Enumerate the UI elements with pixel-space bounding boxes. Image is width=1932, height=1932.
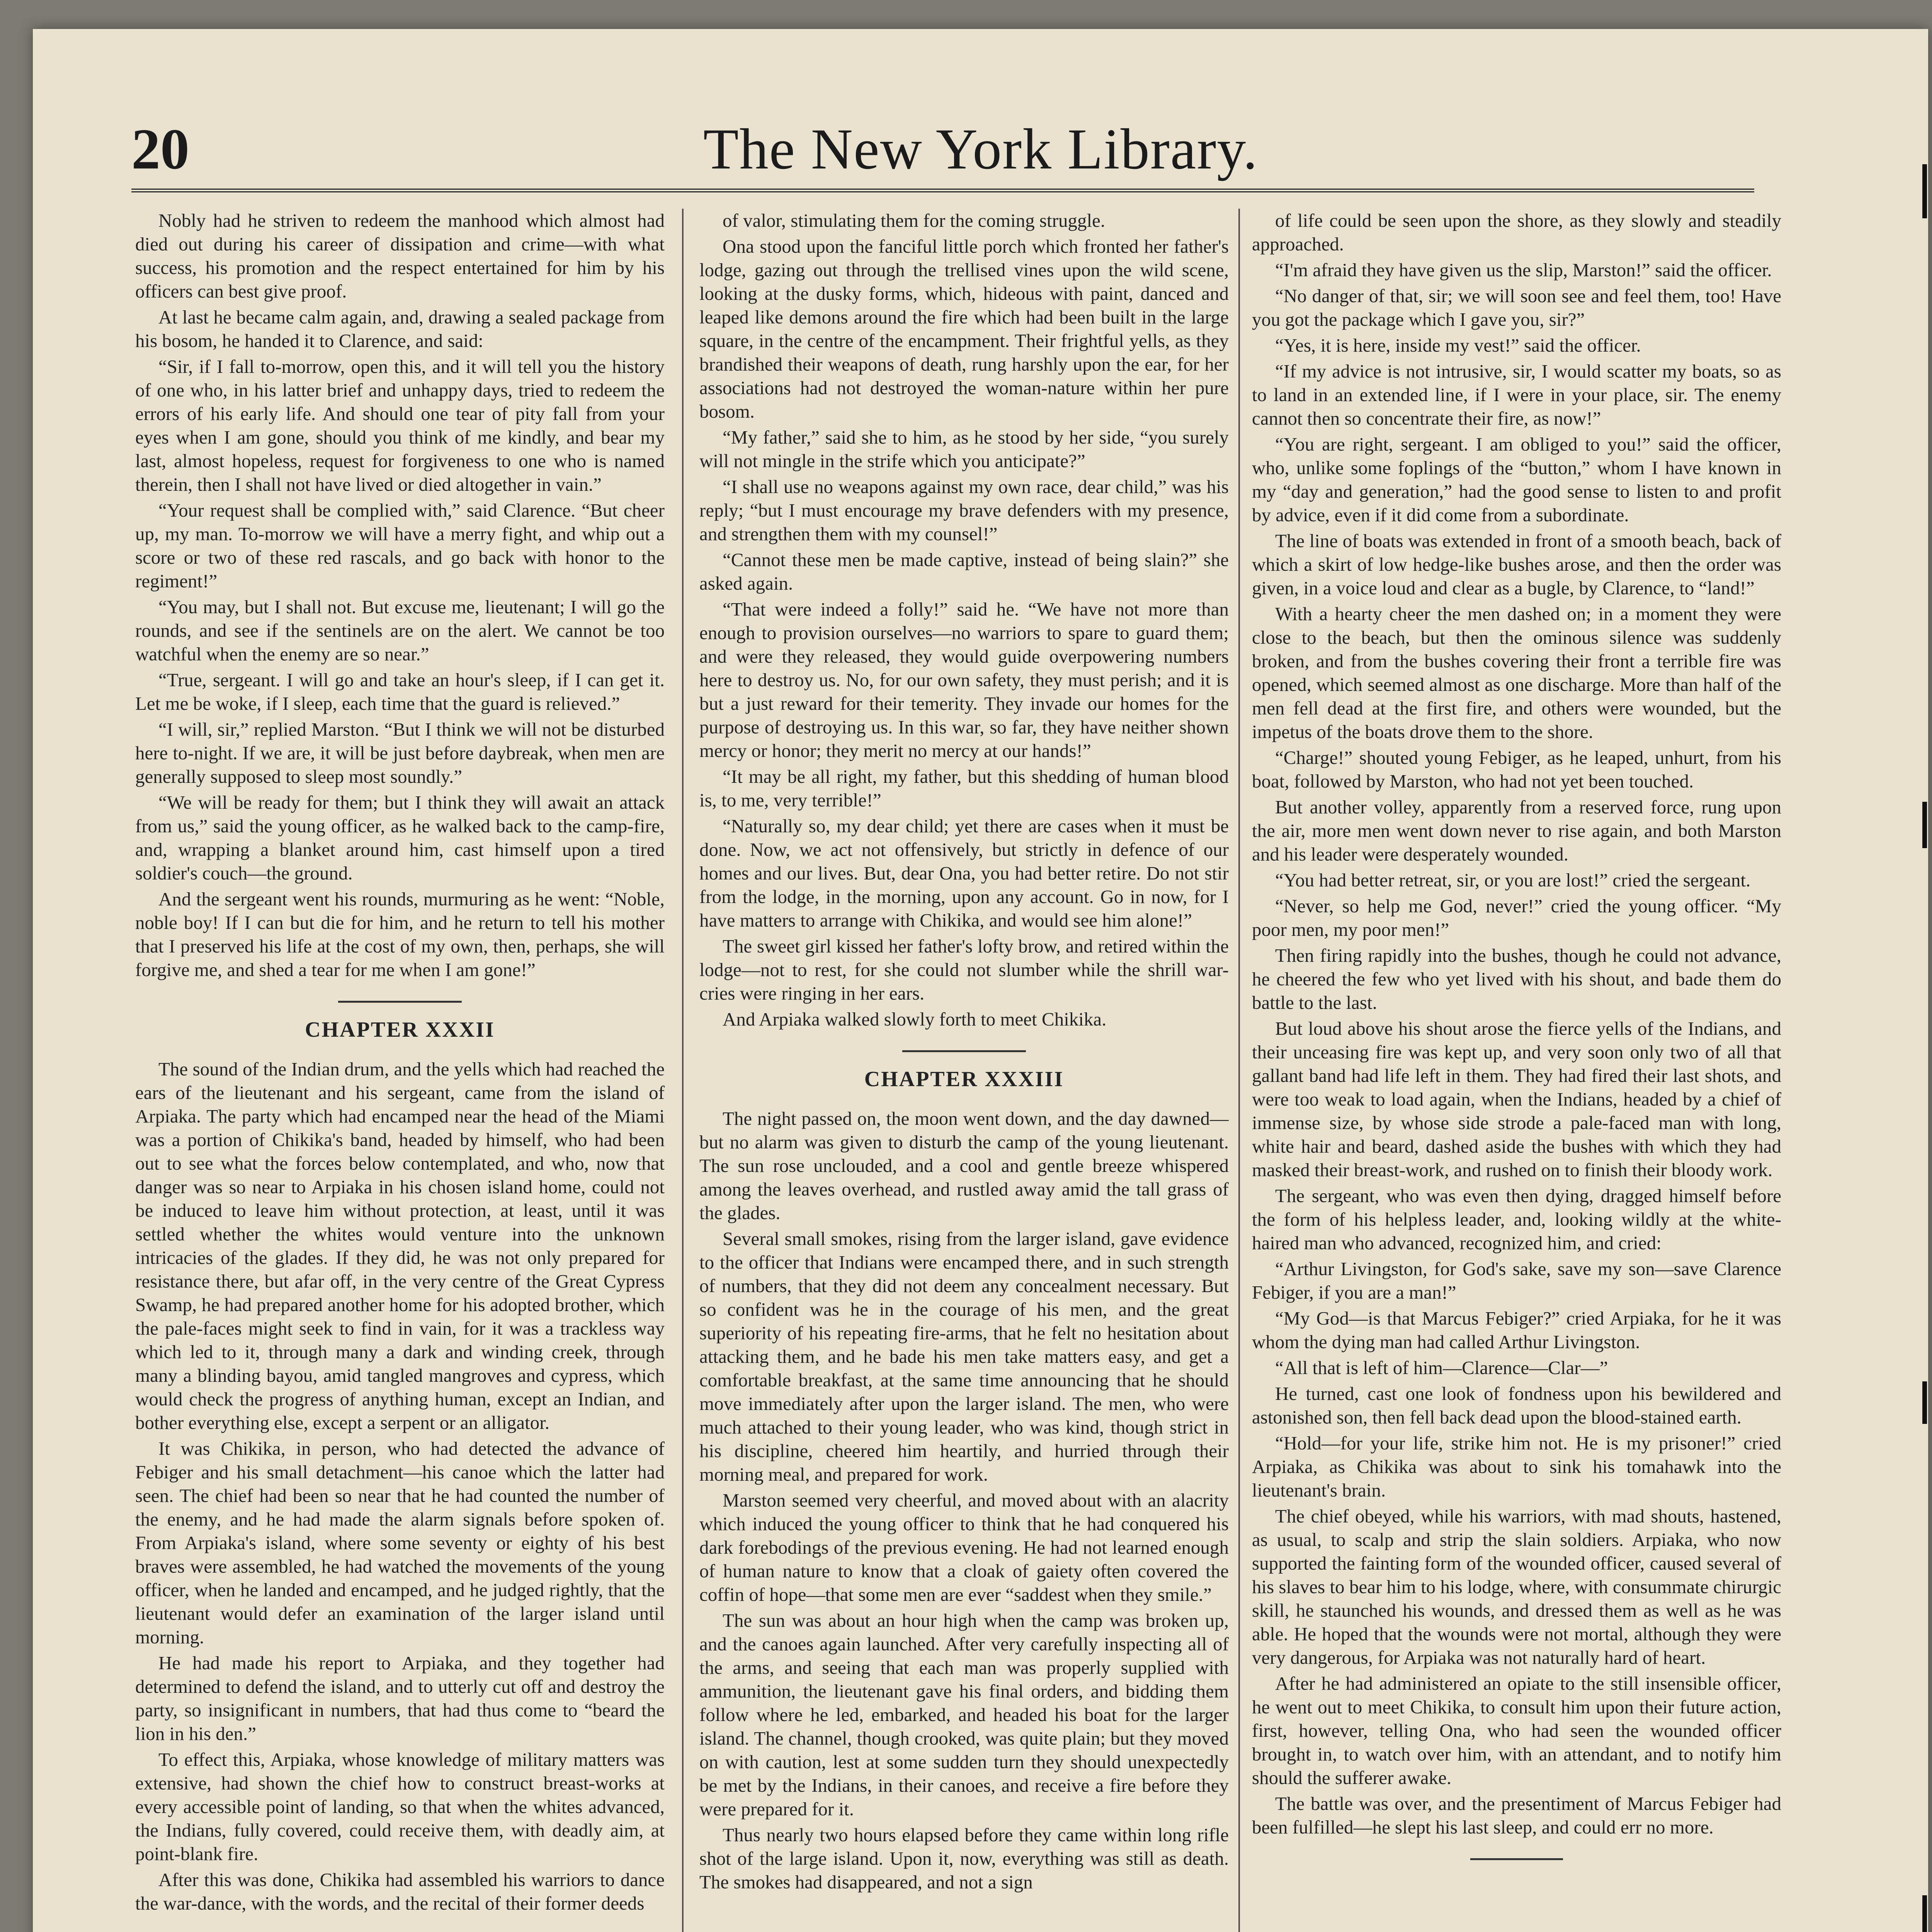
end-divider — [1470, 1858, 1563, 1860]
paragraph: He turned, cast one look of fondness upon his bewildered and astonished son, then fell back dead upon the blood-stained earth. — [1252, 1383, 1781, 1428]
paragraph: “Sir, if I fall to-morrow, open this, and it will tell you the history of one who, in his latter brief and unhappy days, tried to redeem the errors of his early life. And should one tear of pity fall from your eyes when I am gone, should you think of me kindly, and bear my last, almost hopeless, request for forgiveness to one who is named therein, then I shall not have lived or died altogether in vain.” — [135, 356, 665, 495]
paragraph: Nobly had he striven to redeem the manhood which almost had died out during his career of dissipation and crime—with what success, his promotion and the respect entertained for him by his officers can best give proof. — [135, 210, 665, 302]
paragraph: “That were indeed a folly!” said he. “We have not more than enough to provision ourselves—no warriors to spare to guard them; and were they released, they would guide overpowering numbers here to destroy us. No, for our own safety, they must perish; and it is but a just reward for their temerity. They invade our homes for the purpose of destroying us. In this war, so far, they have neither shown mercy or honor; they merit no mercy at our hands!” — [699, 599, 1229, 761]
paragraph: With a hearty cheer the men dashed on; in a moment they were close to the beach, but then the ominous silence was suddenly broken, and from the bushes covering their front a terrible fire was opened, which seemed almost as one discharge. More than half of the men fell dead at the first fire, and others were wounded, but the impetus of the boats drove them to the shore. — [1252, 603, 1781, 742]
paragraph: “You may, but I shall not. But excuse me, lieutenant; I will go the rounds, and see if the sentinels are on the alert. We cannot be too watchful when the enemy are so near.” — [135, 596, 665, 665]
column-3-body — [1252, 209, 1781, 1839]
paragraph: To effect this, Arpiaka, whose knowledge of military matters was extensive, had shown the chief how to construct breast-works at every accessible point of landing, so that when the whites advanced, the Indians, fully covered, could receive them, with deadly aim, at point-blank fire. — [135, 1749, 665, 1864]
paragraph: It was Chikika, in person, who had detected the advance of Febiger and his small detachment—his canoe which the latter had seen. The chief had been so near that he had counted the number of the enemy, and he had made the alarm signals before spoken of. From Arpiaka's island, where some seventy or eighty of his best braves were assembled, he had watched the movements of the young officer, when he landed and encamped, and he judged rightly, that the lieutenant would defer an examination of the larger island until morning. — [135, 1438, 665, 1648]
paragraph: The sweet girl kissed her father's lofty brow, and retired within the lodge—not to rest, for she could not slumber while the shrill war-cries were ringing in her ears. — [699, 935, 1229, 1004]
column-divider — [1238, 209, 1240, 1932]
paragraph: “Yes, it is here, inside my vest!” said the officer. — [1275, 335, 1641, 356]
paragraph: “No danger of that, sir; we will soon see and feel them, too! Have you got the package which I gave you, sir?” — [1252, 285, 1781, 330]
text-column-3 — [1252, 209, 1781, 1932]
paragraph: “My father,” said she to him, as he stood by her side, “you surely will not mingle in the strife which you anticipate?” — [699, 427, 1229, 471]
paragraph: “Cannot these men be made captive, instead of being slain?” she asked again. — [699, 549, 1229, 594]
paragraph: Thus nearly two hours elapsed before they came within long rifle shot of the large island. Upon it, now, everything was still as death. The smokes had disappeared, and not a sign — [699, 1824, 1229, 1893]
page-header — [131, 116, 1754, 185]
paragraph: “Charge!” shouted young Febiger, as he leaped, unhurt, from his boat, followed by Marston, who had not yet been touched. — [1252, 747, 1781, 792]
paragraph: But another volley, apparently from a reserved force, rung upon the air, more men went down never to rise again, and both Marston and his leader were desperately wounded. — [1252, 796, 1781, 865]
paragraph: Marston seemed very cheerful, and moved about with an alacrity which induced the young officer to think that he had conquered his dark forebodings of the previous evening. He had not learned enough of human nature to know that a cloak of gaiety often covered the coffin of hope—that some men are ever “saddest when they smile.” — [699, 1490, 1229, 1605]
paragraph: “I'm afraid they have given us the slip, Marston!” said the officer. — [1275, 259, 1772, 281]
paragraph: And the sergeant went his rounds, murmuring as he went: “Noble, noble boy! If I can but die for him, and he return to tell his mother that I preserved his life at the cost of my own, then, perhaps, she will forgive me, and shed a tear for me when I am gone!” — [135, 888, 665, 980]
header-rule — [131, 189, 1754, 192]
chapter-divider — [338, 1001, 462, 1003]
paragraph: of life could be seen upon the shore, as they slowly and steadily approached. — [1252, 210, 1781, 255]
paragraph: The battle was over, and the presentiment of Marcus Febiger had been fulfilled—he slept his last sleep, and could err no more. — [1252, 1793, 1781, 1838]
paragraph: “You are right, sergeant. I am obliged to you!” said the officer, who, unlike some foplings of the “button,” whom I have known in my “day and generation,” had the good sense to listen to and profit by advice, even if it did come from a subordinate. — [1252, 434, 1781, 526]
paragraph: The line of boats was extended in front of a smooth beach, back of which a skirt of low hedge-like bushes arose, and then the order was given, in a voice loud and clear as a bugle, by Clarence, to “land!” — [1252, 530, 1781, 599]
paragraph: “You had better retreat, sir, or you are lost!” cried the sergeant. — [1275, 869, 1751, 891]
paragraph: He had made his report to Arpiaka, and they together had determined to defend the island, and to utterly cut off and destroy the party, so insignificant in numbers, that had thus come to “beard the lion in his den.” — [135, 1652, 665, 1744]
paragraph: “True, sergeant. I will go and take an hour's sleep, if I can get it. Let me be woke, if I sleep, each time that the guard is relieved.” — [135, 669, 665, 714]
paragraph: Ona stood upon the fanciful little porch which fronted her father's lodge, gazing out through the trellised vines upon the wild scene, looking at the dusky forms, which, hideous with paint, danced and leaped like demons around the fire which had been built in the large square, in the centre of the encampment. Their frightful yells, as they brandished their weapons of death, rung harshly upon the ear, for her associations had not destroyed the woman-nature within her pure bosom. — [699, 236, 1229, 422]
paragraph: The chief obeyed, while his warriors, with mad shouts, hastened, as usual, to scalp and strip the slain soldiers. Arpiaka, who now supported the fainting form of the wounded officer, caused several of his slaves to bear him to his lodge, where, with consummate chirurgic skill, he staunched his wounds, and dressed them as well as he was able. He hoped that the wounds were not mortal, although they were very dangerous, for Arpiaka was not naturally hard of heart. — [1252, 1505, 1781, 1668]
page-number: 20 — [131, 117, 189, 181]
column-1-chapter-body — [135, 1057, 665, 1915]
paragraph: “It may be all right, my father, but this shedding of human blood is, to me, very terrible!” — [699, 766, 1229, 811]
paragraph: “Hold—for your life, strike him not. He is my prisoner!” cried Arpiaka, as Chikika was about to sink his tomahawk into the lieutenant's brain. — [1252, 1432, 1781, 1501]
binding-mark — [1922, 1895, 1927, 1932]
column-divider — [682, 209, 684, 1932]
paragraph: The sergeant, who was even then dying, dragged himself before the form of his helpless leader, and, looking wildly at the white-haired man who advanced, recognized him, and cried: — [1252, 1185, 1781, 1253]
paragraph: “Never, so help me God, never!” cried the young officer. “My poor men, my poor men!” — [1252, 895, 1781, 940]
paragraph: “All that is left of him—Clarence—Clar—” — [1275, 1357, 1608, 1378]
binding-mark — [1922, 164, 1927, 218]
binding-mark — [1922, 1381, 1927, 1424]
paragraph: “I shall use no weapons against my own race, dear child,” was his reply; “but I must encourage my brave defenders with my presence, and strengthen them with my counsel!” — [699, 476, 1229, 544]
paragraph: “If my advice is not intrusive, sir, I would scatter my boats, so as to land in an extended line, if I were in your place, sir. The enemy cannot then so concentrate their fire, as now!” — [1252, 361, 1781, 429]
paragraph: The sound of the Indian drum, and the yells which had reached the ears of the lieutenant and his sergeant, came from the island of Arpiaka. The party which had encamped near the head of the Miami was a portion of Chikika's band, headed by himself, who had been out to see what the forces below contemplated, and who, now that danger was so near to Arpiaka in his chosen island home, could not be induced to leave him without protection, at least, until it was settled whether the whites would venture into the unknown intricacies of the glades. If they did, he was not only prepared for resistance there, but afar off, in the very centre of the Great Cypress Swamp, he had prepared another home for his adopted brother, which the pale-faces might seek to find in vain, for it was a trackless way which led to it, through many a dark and winding creek, through many a blinding bayou, amid tangled mangroves and cypress, which would check the progress of anything human, except an Indian, and bother everything else, except a serpent or an alligator. — [135, 1058, 665, 1433]
publication-title: The New York Library. — [703, 117, 1259, 181]
paragraph: After he had administered an opiate to the still insensible officer, he went out to meet Chikika, to consult him upon their future action, first, however, telling Ona, who had seen the wounded officer brought in, to watch over him, with an attendant, and to notify him should the sufferer awake. — [1252, 1673, 1781, 1788]
paragraph: At last he became calm again, and, drawing a sealed package from his bosom, he handed it to Clarence, and said: — [135, 306, 665, 351]
paragraph: But loud above his shout arose the fierce yells of the Indians, and their unceasing fire was kept up, and very soon only two of all that gallant band had life left in them. They had fired their last shots, and were too weak to load again, when the Indians, headed by a chief of immense size, by whose side strode a pale-faced man with long, white hair and beard, dashed aside the bushes with which they had masked their breast-work, and rushed on to finish their bloody work. — [1252, 1018, 1781, 1180]
paragraph: After this was done, Chikika had assembled his warriors to dance the war-dance, with the words, and the recital of their former deeds — [135, 1869, 665, 1914]
paragraph: “Naturally so, my dear child; yet there are cases when it must be done. Now, we act not offensively, but strictly in defence of our homes and our lives. But, dear Ona, you had better retire. Do not stir from the lodge, in the morning, upon any account. Go in now, for I have matters to arrange with Chikika, and would see him alone!” — [699, 815, 1229, 931]
text-column-1 — [135, 209, 665, 1932]
column-2-chapter-body — [699, 1107, 1229, 1894]
text-column-2 — [699, 209, 1229, 1932]
paragraph: Then firing rapidly into the bushes, though he could not advance, he cheered the few who yet lived with his shout, and bade them do battle to the last. — [1252, 945, 1781, 1013]
paragraph: “We will be ready for them; but I think they will await an attack from us,” said the young officer, as he walked back to the camp-fire, and, wrapping a blanket around him, cast himself upon a tired soldier's couch—the ground. — [135, 792, 665, 884]
chapter-heading-xxxiii: CHAPTER XXXIII — [864, 1067, 1064, 1091]
binding-mark — [1922, 802, 1927, 848]
paragraph: “I will, sir,” replied Marston. “But I think we will not be disturbed here to-night. If we are, it will be just before daybreak, when men are generally supposed to sleep most soundly.” — [135, 719, 665, 787]
column-2-body — [699, 209, 1229, 1031]
paragraph: The sun was about an hour high when the camp was broken up, and the canoes again launched. After very carefully inspecting all of the arms, and seeing that each man was properly supplied with ammunition, the lieutenant gave his final orders, and bidding them follow where he led, embarked, and headed his boat for the larger island. The channel, though crooked, was quite plain; but they moved on with caution, lest at some sudden turn they should unexpectedly be met by the Indians, in their canoes, and receive a fire before they were prepared for it. — [699, 1610, 1229, 1820]
column-1-body — [135, 209, 665, 981]
chapter-divider — [902, 1050, 1026, 1052]
paragraph: “Arthur Livingston, for God's sake, save my son—save Clarence Febiger, if you are a man!” — [1252, 1258, 1781, 1303]
paragraph: “Your request shall be complied with,” said Clarence. “But cheer up, my man. To-morrow we will have a merry fight, and whip out a score or two of these red rascals, and go back with honor to the regiment!” — [135, 500, 665, 592]
paragraph: The night passed on, the moon went down, and the day dawned—but no alarm was given to disturb the camp of the young lieutenant. The sun rose unclouded, and a cool and gentle breeze whispered among the leaves overhead, and rustled away amid the tall grass of the glades. — [699, 1108, 1229, 1223]
paragraph: of valor, stimulating them for the coming struggle. — [723, 210, 1105, 231]
paragraph: Several small smokes, rising from the larger island, gave evidence to the officer that Indians were encamped there, and in such strength of numbers, that they did not deem any concealment necessary. But so confident was he in the courage of his men, and the great superiority of his repeating fire-arms, that he felt no hesitation about attacking them, and he bade his men take matters easy, and get a comfortable breakfast, at the same time announcing that he should move immediately after upon the larger island. The men, who were much attached to their young leader, who was kind, though strict in his discipline, cheered him heartily, and hurried through their morning meal, and prepared for work. — [699, 1228, 1229, 1485]
chapter-heading-xxxii: CHAPTER XXXII — [305, 1018, 495, 1042]
paragraph: And Arpiaka walked slowly forth to meet Chikika. — [723, 1009, 1107, 1030]
paragraph: “My God—is that Marcus Febiger?” cried Arpiaka, for he it was whom the dying man had called Arthur Livingston. — [1252, 1308, 1781, 1352]
